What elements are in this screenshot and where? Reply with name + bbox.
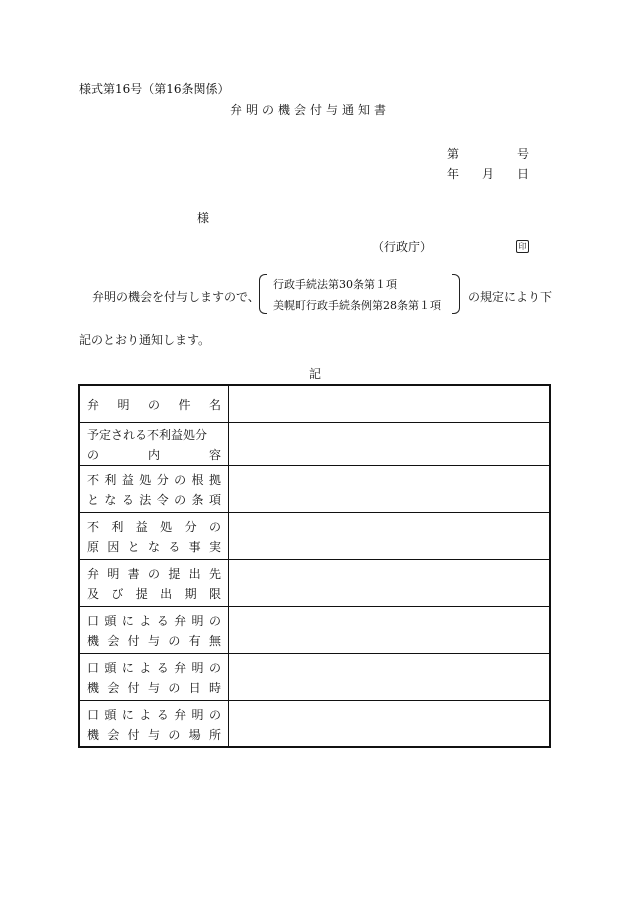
label-line: [87, 728, 221, 742]
label-char: 付: [127, 680, 140, 695]
label-char: に: [121, 707, 134, 722]
label-char: 付: [127, 727, 140, 742]
label-char: の: [168, 680, 181, 695]
label-char: 件: [178, 397, 191, 412]
label-line: [87, 661, 221, 675]
table-row: [80, 607, 549, 654]
label-char: る: [121, 492, 134, 507]
label-char: び: [111, 586, 124, 601]
label-char: 提: [135, 586, 148, 601]
body-suffix: の規定により下: [468, 290, 553, 304]
label-char: 項: [208, 492, 221, 507]
row-value-cell[interactable]: [229, 607, 549, 653]
label-char: 利: [104, 472, 117, 487]
label-char: 口: [87, 660, 100, 675]
row-label: [80, 466, 229, 512]
label-char: 付: [127, 633, 140, 648]
label-char: 時: [208, 680, 221, 695]
label-char: 限: [208, 586, 221, 601]
label-char: 提: [168, 566, 181, 581]
label-char: な: [147, 539, 160, 554]
label-char: 先: [208, 566, 221, 581]
label-char: 頭: [104, 660, 117, 675]
label-char: 弁: [174, 613, 187, 628]
label-char: 分: [156, 472, 169, 487]
label-line: [87, 520, 221, 534]
label-char: の: [174, 492, 187, 507]
label-char: 無: [208, 633, 221, 648]
label-char: 実: [208, 539, 221, 554]
issuer-agency: （行政庁）: [372, 240, 433, 254]
label-char: る: [168, 539, 181, 554]
form-number: 様式第16号（第16条関係）: [79, 82, 230, 96]
table-row: [80, 654, 549, 701]
label-char: の: [168, 633, 181, 648]
label-char: 書: [127, 566, 140, 581]
seal-icon: 印: [516, 240, 529, 253]
row-label: [80, 386, 229, 422]
label-char: の: [87, 447, 100, 462]
label-char: 内: [147, 447, 160, 462]
label-char: 明: [191, 707, 204, 722]
row-label: [80, 513, 229, 559]
label-char: 及: [87, 586, 100, 601]
label-char: 因: [107, 539, 120, 554]
row-value-cell[interactable]: [229, 560, 549, 606]
label-char: 頭: [104, 707, 117, 722]
label-line: [87, 708, 221, 722]
label-char: 拠: [208, 472, 221, 487]
table-row: [80, 560, 549, 607]
document-title: 弁明の機会付与通知書: [230, 103, 391, 117]
row-value-cell[interactable]: [229, 513, 549, 559]
label-char: の: [208, 660, 221, 675]
label-char: の: [174, 472, 187, 487]
doc-number-dai: 第: [447, 147, 460, 161]
row-value-cell[interactable]: [229, 423, 549, 465]
date-month: 月: [482, 167, 495, 181]
row-label: [80, 654, 229, 700]
label-char: 明: [117, 397, 130, 412]
label-char: 会: [107, 680, 120, 695]
label-line: [87, 493, 221, 507]
date-day: 日: [517, 167, 530, 181]
label-char: と: [87, 492, 100, 507]
table-row: [80, 466, 549, 513]
label-line: [87, 614, 221, 628]
label-char: 機: [87, 727, 100, 742]
row-value-cell[interactable]: [229, 701, 549, 748]
label-char: 頭: [104, 613, 117, 628]
label-char: 処: [160, 519, 173, 534]
label-char: 与: [147, 633, 160, 648]
ki-heading: 記: [309, 367, 322, 381]
addressee-suffix: 様: [197, 211, 210, 225]
label-line: [87, 681, 221, 695]
label-char: 場: [188, 727, 201, 742]
label-char: 処: [139, 472, 152, 487]
label-char: 益: [121, 472, 134, 487]
date-year: 年: [447, 167, 460, 181]
label-char: 弁: [87, 397, 100, 412]
label-char: 有: [188, 633, 201, 648]
label-char: 与: [147, 680, 160, 695]
label-char: の: [147, 566, 160, 581]
body-prefix: 弁明の機会を付与しますので、: [92, 290, 260, 304]
label-char: 不: [87, 472, 100, 487]
right-bracket: [452, 274, 460, 314]
label-char: な: [104, 492, 117, 507]
label-char: の: [208, 519, 221, 534]
label-line: [87, 473, 221, 487]
label-char: 出: [188, 566, 201, 581]
label-char: の: [168, 727, 181, 742]
label-char: 原: [87, 539, 100, 554]
row-value-cell[interactable]: [229, 386, 549, 422]
label-char: 会: [107, 633, 120, 648]
label-char: に: [121, 660, 134, 675]
row-label: [80, 560, 229, 606]
label-char: 会: [107, 727, 120, 742]
row-value-cell[interactable]: [229, 654, 549, 700]
notice-table: [78, 384, 551, 748]
label-char: 弁: [174, 707, 187, 722]
label-char: 不: [87, 519, 100, 534]
label-char: の: [147, 397, 160, 412]
body-line-2: 記のとおり通知します。: [79, 333, 211, 347]
label-char: の: [208, 707, 221, 722]
label-char: 出: [160, 586, 173, 601]
label-char: る: [156, 660, 169, 675]
doc-number-go: 号: [517, 147, 530, 161]
law-reference-1: 行政手続法第30条第１項: [273, 278, 397, 291]
label-char: 明: [191, 660, 204, 675]
label-char: 事: [188, 539, 201, 554]
label-char: 名: [208, 397, 221, 412]
label-line: [87, 587, 221, 601]
label-line: [87, 540, 221, 554]
label-line: [87, 448, 221, 462]
left-bracket: [259, 274, 267, 314]
label-char: 益: [135, 519, 148, 534]
label-char: 明: [107, 566, 120, 581]
label-char: 機: [87, 633, 100, 648]
table-row: [80, 513, 549, 560]
label-char: 利: [111, 519, 124, 534]
label-line: [87, 567, 221, 581]
label-char: よ: [139, 613, 152, 628]
label-char: 所: [208, 727, 221, 742]
row-value-cell[interactable]: [229, 466, 549, 512]
label-char: 弁: [174, 660, 187, 675]
label-char: 予定される不利益処分: [87, 427, 208, 442]
label-char: に: [121, 613, 134, 628]
label-char: 機: [87, 680, 100, 695]
label-char: 弁: [87, 566, 100, 581]
label-char: の: [208, 613, 221, 628]
label-line: [87, 428, 221, 442]
label-char: 口: [87, 613, 100, 628]
label-char: 分: [184, 519, 197, 534]
row-label: [80, 607, 229, 653]
label-char: 口: [87, 707, 100, 722]
label-char: る: [156, 707, 169, 722]
table-row: [80, 423, 549, 466]
law-reference-2: 美幌町行政手続条例第28条第１項: [273, 299, 441, 312]
label-char: 期: [184, 586, 197, 601]
label-char: と: [127, 539, 140, 554]
label-char: 根: [191, 472, 204, 487]
row-label: [80, 701, 229, 748]
table-row: [80, 386, 549, 423]
label-char: 法: [139, 492, 152, 507]
label-char: よ: [139, 707, 152, 722]
label-char: 容: [208, 447, 221, 462]
label-char: 令: [156, 492, 169, 507]
label-char: 日: [188, 680, 201, 695]
label-char: 明: [191, 613, 204, 628]
label-char: る: [156, 613, 169, 628]
label-char: よ: [139, 660, 152, 675]
row-label: [80, 423, 229, 465]
label-line: [87, 634, 221, 648]
label-char: 条: [191, 492, 204, 507]
table-row: [80, 701, 549, 748]
label-line: [87, 398, 221, 412]
label-char: 与: [147, 727, 160, 742]
